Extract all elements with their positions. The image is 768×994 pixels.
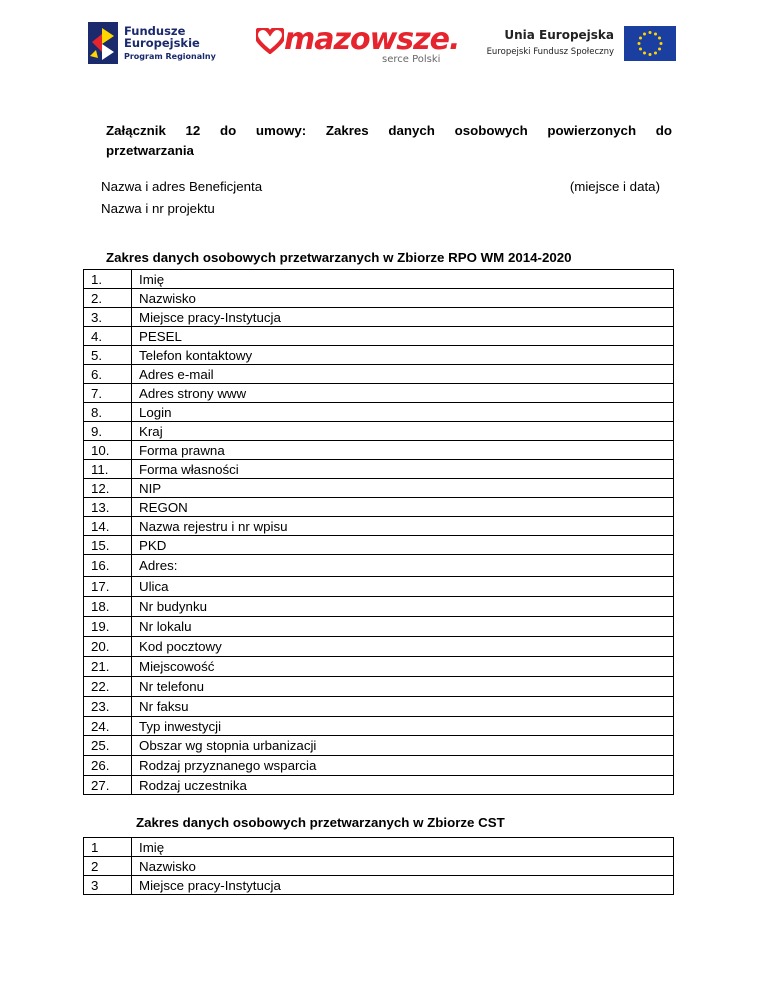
table-row [84,697,674,717]
table-row [84,637,674,657]
logo-mazowsze-wordmark: mazowsze. [284,22,460,57]
table-row [84,736,674,756]
logo-fe-line1: Fundusze [124,24,186,38]
row-number: 12. [84,479,132,498]
row-number: 1. [84,270,132,289]
row-field-name: Nazwisko [132,857,674,876]
row-field-name: Miejsce pracy-Instytucja [132,876,674,895]
heading-line-1: Załącznik 12 do umowy: Zakres danych osobowych powierzonych do [106,123,672,138]
row-field-name: Miejscowość [132,657,674,677]
logo-mazowsze [256,22,460,68]
row-number: 21. [84,657,132,677]
table-row [84,479,674,498]
row-field-name: Login [132,403,674,422]
row-field-name: REGON [132,498,674,517]
row-field-name: Forma prawna [132,441,674,460]
row-number: 3. [84,308,132,327]
logo-ue-subtitle: Europejski Fundusz Społeczny [486,47,614,57]
section-cst-title: Zakres danych osobowych przetwarzanych w Zbiorze CST [136,815,505,830]
row-field-name: Miejsce pracy-Instytucja [132,308,674,327]
row-number: 15. [84,536,132,555]
row-number: 24. [84,717,132,736]
row-number: 11. [84,460,132,479]
table-row [84,441,674,460]
logo-ue-title: Unia Europejska [504,28,614,42]
row-number: 10. [84,441,132,460]
table-row [84,838,674,857]
table-row [84,308,674,327]
beneficiary-label: Nazwa i adres Beneficjenta [101,179,263,194]
table-row [84,498,674,517]
row-number: 16. [84,555,132,577]
row-number: 8. [84,403,132,422]
table-row [84,346,674,365]
row-field-name: NIP [132,479,674,498]
table-rpo [83,269,674,795]
table-row [84,289,674,308]
document-heading [106,121,672,161]
table-row [84,617,674,637]
row-number: 22. [84,677,132,697]
place-date-label: (miejsce i data) [569,179,660,194]
fundusze-europejskie-emblem-icon [88,22,120,64]
table-row [84,460,674,479]
table-row [84,422,674,441]
row-field-name: Adres: [132,555,674,577]
row-field-name: Typ inwestycji [132,717,674,736]
table-row [84,270,674,289]
logo-mazowsze-tagline: serce Polski [382,54,441,65]
row-number: 19. [84,617,132,637]
table-row [84,365,674,384]
row-field-name: Nr budynku [132,597,674,617]
logo-fe-line2: Europejskie [124,36,200,50]
row-field-name: Nr faksu [132,697,674,717]
table-row [84,577,674,597]
table-row [84,555,674,577]
row-field-name: Forma własności [132,460,674,479]
eu-flag-icon [624,26,676,61]
table-row [84,677,674,697]
row-field-name: Imię [132,838,674,857]
table-row [84,857,674,876]
row-number: 26. [84,756,132,776]
logo-fe-line3: Program Regionalny [124,52,216,61]
row-field-name: Nr telefonu [132,677,674,697]
row-field-name: Kod pocztowy [132,637,674,657]
row-number: 2. [84,289,132,308]
row-field-name: Nazwisko [132,289,674,308]
row-field-name: Ulica [132,577,674,597]
row-number: 5. [84,346,132,365]
row-number: 13. [84,498,132,517]
row-number: 25. [84,736,132,756]
row-field-name: PESEL [132,327,674,346]
row-number: 17. [84,577,132,597]
row-number: 9. [84,422,132,441]
project-label: Nazwa i nr projektu [101,201,215,216]
row-number: 20. [84,637,132,657]
row-number: 18. [84,597,132,617]
row-field-name: Telefon kontaktowy [132,346,674,365]
table-row [84,327,674,346]
table-cst [83,837,674,895]
section-rpo-title: Zakres danych osobowych przetwarzanych w Zbiorze RPO WM 2014-2020 [106,250,572,265]
row-number: 1 [84,838,132,857]
table-row [84,717,674,736]
row-number: 14. [84,517,132,536]
row-field-name: Rodzaj przyznanego wsparcia [132,756,674,776]
table-row [84,657,674,677]
row-field-name: PKD [132,536,674,555]
row-field-name: Nr lokalu [132,617,674,637]
table-row [84,776,674,795]
row-number: 3 [84,876,132,895]
row-field-name: Kraj [132,422,674,441]
table-row [84,384,674,403]
table-row [84,597,674,617]
row-number: 23. [84,697,132,717]
heart-icon [256,28,284,54]
row-field-name: Adres strony www [132,384,674,403]
row-field-name: Adres e-mail [132,365,674,384]
row-number: 27. [84,776,132,795]
table-row [84,876,674,895]
row-number: 4. [84,327,132,346]
table-row [84,536,674,555]
row-number: 7. [84,384,132,403]
table-row [84,756,674,776]
logo-fundusze-europejskie [88,22,228,66]
table-row [84,517,674,536]
row-number: 6. [84,365,132,384]
row-field-name: Imię [132,270,674,289]
row-field-name: Rodzaj uczestnika [132,776,674,795]
row-number: 2 [84,857,132,876]
row-field-name: Obszar wg stopnia urbanizacji [132,736,674,756]
table-row [84,403,674,422]
row-field-name: Nazwa rejestru i nr wpisu [132,517,674,536]
logo-unia-europejska [486,26,680,66]
heading-line-2: przetwarzania [106,143,194,158]
